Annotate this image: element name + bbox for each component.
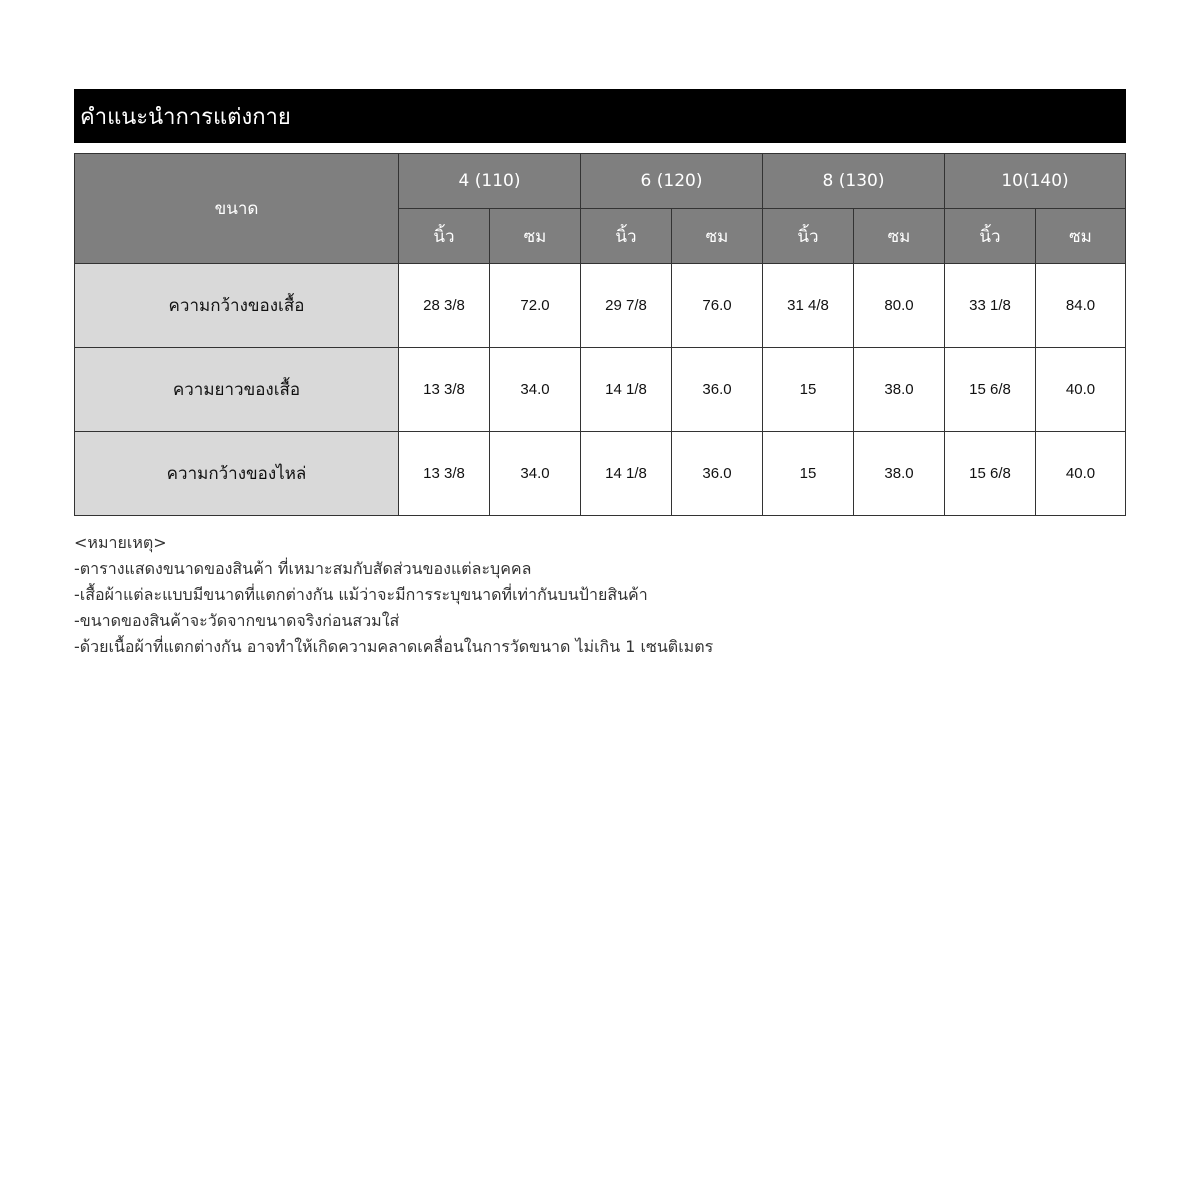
row-label: ความกว้างของไหล่ [75, 432, 399, 516]
unit-cm-header: ซม [490, 209, 581, 264]
table-cell: 15 [763, 348, 854, 432]
unit-cm-header: ซม [672, 209, 763, 264]
table-cell: 38.0 [854, 432, 945, 516]
note-line: -ตารางแสดงขนาดของสินค้า ที่เหมาะสมกับสัดส่วนของแต่ละบุคคล [74, 559, 532, 578]
table-cell: 40.0 [1036, 348, 1126, 432]
table-row [75, 264, 1126, 348]
note-line: -เสื้อผ้าแต่ละแบบมีขนาดที่แตกต่างกัน แม้ว่าจะมีการระบุขนาดที่เท่ากันบนป้ายสินค้า [74, 585, 648, 604]
unit-cm-header: ซม [854, 209, 945, 264]
table-cell: 33 1/8 [945, 264, 1036, 348]
unit-inch-header: นิ้ว [763, 209, 854, 264]
notes [74, 530, 1134, 660]
table-cell: 15 6/8 [945, 348, 1036, 432]
table-cell: 13 3/8 [399, 432, 490, 516]
table-cell: 84.0 [1036, 264, 1126, 348]
table-cell: 36.0 [672, 348, 763, 432]
table-cell: 14 1/8 [581, 432, 672, 516]
table-cell: 40.0 [1036, 432, 1126, 516]
table-cell: 34.0 [490, 432, 581, 516]
title-bar [74, 89, 1126, 143]
size-header: ขนาด [75, 154, 399, 264]
table-cell: 38.0 [854, 348, 945, 432]
page-title: คำแนะนำการแต่งกาย [80, 104, 291, 130]
table-cell: 15 [763, 432, 854, 516]
table-cell: 34.0 [490, 348, 581, 432]
row-label: ความยาวของเสื้อ [75, 348, 399, 432]
table-cell: 76.0 [672, 264, 763, 348]
table-cell: 28 3/8 [399, 264, 490, 348]
unit-inch-header: นิ้ว [399, 209, 490, 264]
table-cell: 14 1/8 [581, 348, 672, 432]
unit-inch-header: นิ้ว [581, 209, 672, 264]
table-cell: 15 6/8 [945, 432, 1036, 516]
size-column-header: 6 (120) [581, 154, 763, 209]
size-chart-table [74, 153, 1126, 516]
note-line: -ด้วยเนื้อผ้าที่แตกต่างกัน อาจทำให้เกิดความคลาดเคลื่อนในการวัดขนาด ไม่เกิน 1 เซนติเมตร [74, 637, 714, 656]
unit-cm-header: ซม [1036, 209, 1126, 264]
table-cell: 36.0 [672, 432, 763, 516]
table-cell: 72.0 [490, 264, 581, 348]
note-line: -ขนาดของสินค้าจะวัดจากขนาดจริงก่อนสวมใส่ [74, 611, 400, 630]
notes-heading: <หมายเหตุ> [74, 533, 167, 552]
row-label: ความกว้างของเสื้อ [75, 264, 399, 348]
table-row [75, 432, 1126, 516]
size-column-header: 10(140) [945, 154, 1126, 209]
table-cell: 80.0 [854, 264, 945, 348]
table-cell: 31 4/8 [763, 264, 854, 348]
unit-inch-header: นิ้ว [945, 209, 1036, 264]
size-column-header: 4 (110) [399, 154, 581, 209]
table-cell: 13 3/8 [399, 348, 490, 432]
size-column-header: 8 (130) [763, 154, 945, 209]
table-row [75, 348, 1126, 432]
table-cell: 29 7/8 [581, 264, 672, 348]
